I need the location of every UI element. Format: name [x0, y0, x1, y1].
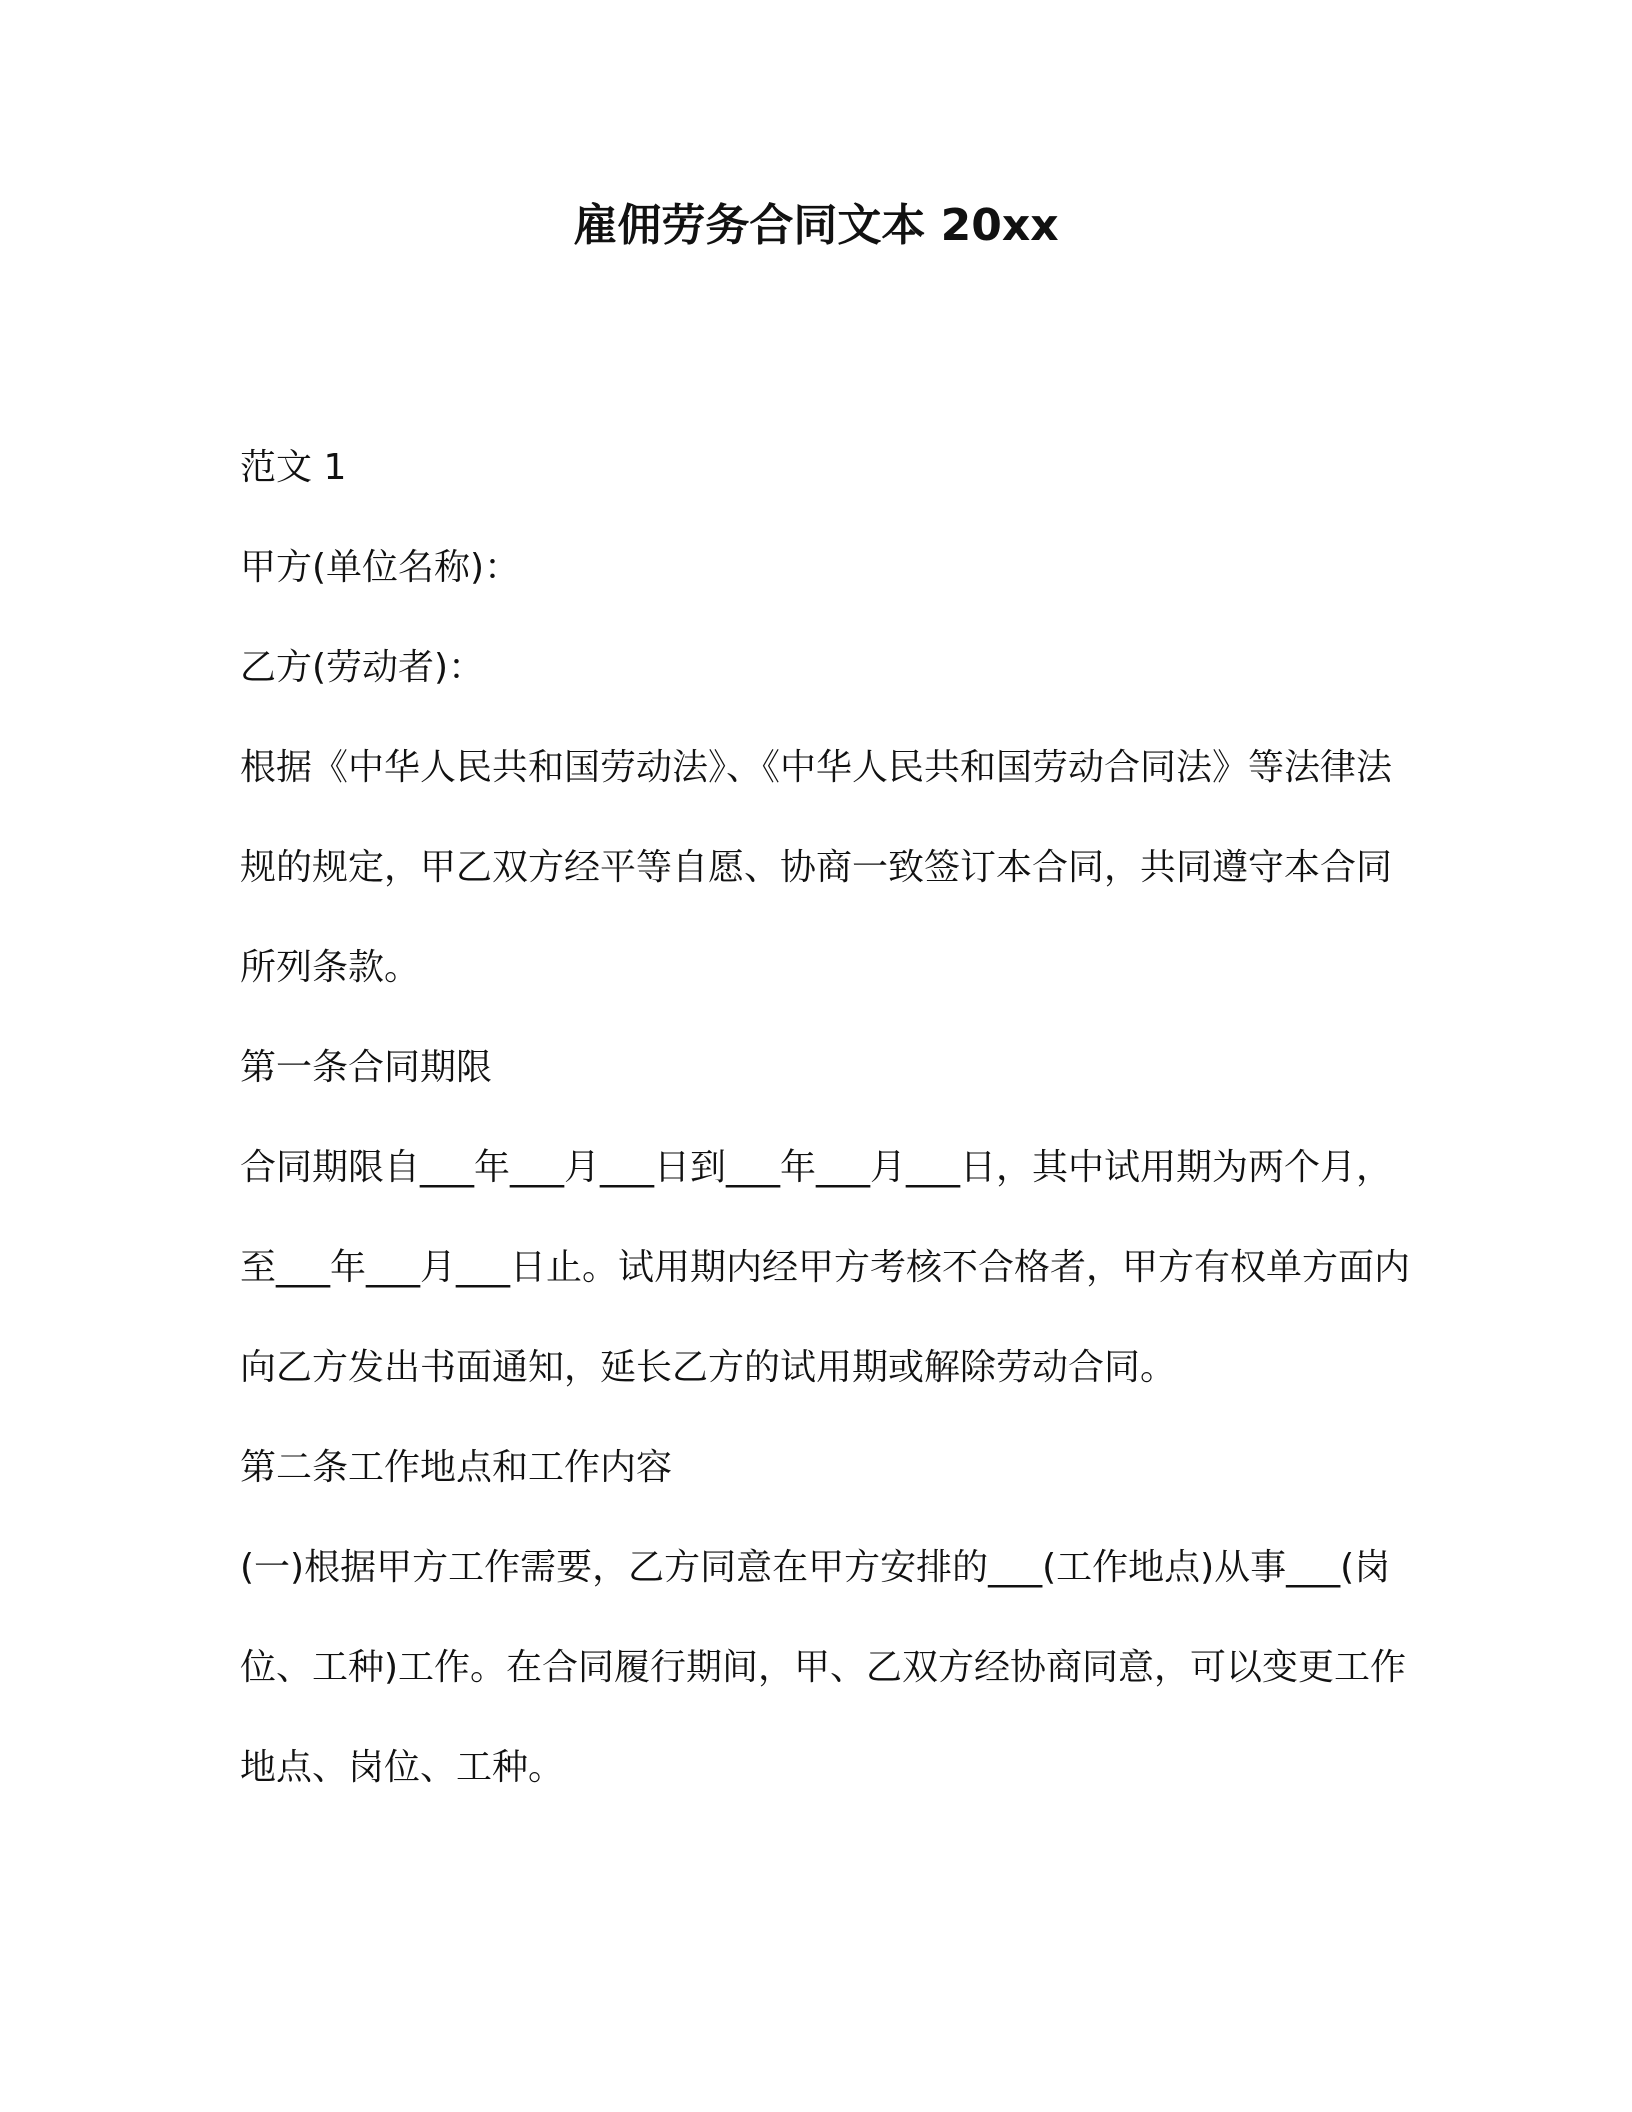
document-title: 雇佣劳务合同文本 20xx — [573, 200, 1059, 251]
paragraph-preamble: 根据《中华人民共和国劳动法》、《中华人民共和国劳动合同法》等法律法规的规定，甲乙双方经平等自愿、协商一致签订本合同，共同遵守本合同所列条款。 — [240, 747, 1393, 988]
paragraph-party-b: 乙方(劳动者)： — [240, 647, 485, 688]
heading-article-2: 第二条工作地点和工作内容 — [240, 1447, 673, 1488]
heading-article-1: 第一条合同期限 — [240, 1047, 493, 1088]
paragraph-party-a: 甲方(单位名称)： — [240, 547, 521, 588]
paragraph-sample-label: 范文 1 — [240, 447, 347, 488]
paragraph-article-1: 合同期限自___年___月___日到___年___月___日，其中试用期为两个月，至___年___月___日止。试用期内经甲方考核不合格者，甲方有权单方面内向乙方发出书面通知，延长乙方的试用期或解除劳动合同。 — [240, 1147, 1411, 1388]
paragraph-article-2-item-1: (一)根据甲方工作需要，乙方同意在甲方安排的___(工作地点)从事___(岗位、工种)工作。在合同履行期间，甲、乙双方经协商同意，可以变更工作地点、岗位、工种。 — [240, 1547, 1407, 1788]
document-body — [240, 418, 1410, 1818]
